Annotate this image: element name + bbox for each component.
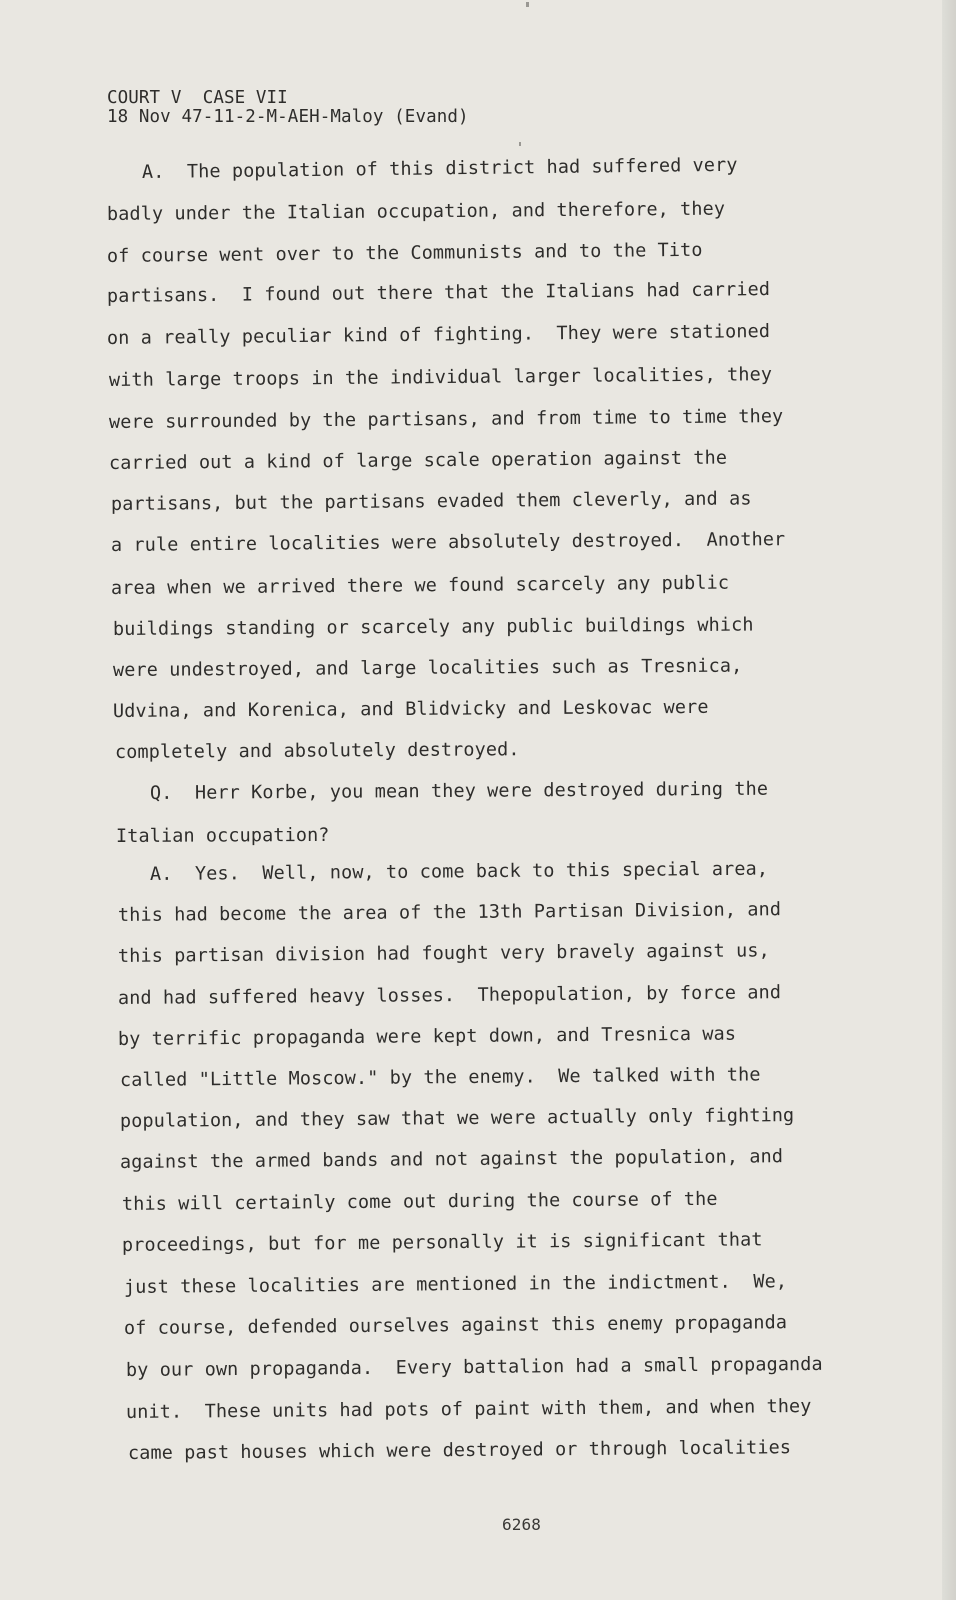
transcript-line: called "Little Moscow." by the enemy. We talked with the: [119, 1064, 761, 1091]
transcript-line: area when we arrived there we found scarcely any public: [110, 572, 730, 599]
transcript-line: Q. Herr Korbe, you mean they were destroyed during the: [149, 778, 769, 804]
transcript-line: partisans. I found out there that the Italians had carried: [106, 279, 771, 307]
transcript-line: were surrounded by the partisans, and from time to time they: [108, 406, 784, 433]
transcript-line: A. The population of this district had suffered very: [141, 154, 738, 183]
transcript-line: by terrific propaganda were kept down, and Tresnica was: [117, 1023, 737, 1050]
transcript-line: came past houses which were destroyed or through localities: [127, 1437, 792, 1464]
transcript-line: Udvina, and Korenica, and Blidvicky and Leskovac were: [112, 696, 709, 722]
case-header-line-2: 18 Nov 47-11-2-M-AEH-Maloy (Evand): [107, 107, 469, 127]
transcript-line: buildings standing or scarcely any public buildings which: [112, 614, 754, 640]
transcript-line: against the armed bands and not against the population, and: [119, 1146, 784, 1173]
transcript-line: and had suffered heavy losses. Thepopulation, by force and: [117, 982, 782, 1009]
transcript-line: by our own propaganda. Every battalion had a small propaganda: [125, 1353, 823, 1381]
case-header-line-1: COURT V CASE VII: [107, 88, 288, 108]
transcript-line: carried out a kind of large scale operation against the: [108, 447, 728, 474]
transcript-line: this partisan division had fought very bravely against us,: [117, 940, 770, 967]
transcript-line: just these localities are mentioned in the indictment. We,: [123, 1271, 788, 1298]
transcript-line: completely and absolutely destroyed.: [114, 739, 520, 763]
page-number: 6268: [502, 1515, 541, 1534]
transcript-line: proceedings, but for me personally it is significant that: [121, 1229, 763, 1256]
transcript-line: of course went over to the Communists and to the Tito: [106, 239, 703, 267]
transcript-line: were undestroyed, and large localities such as Tresnica,: [112, 655, 743, 681]
transcript-line: badly under the Italian occupation, and therefore, they: [106, 198, 726, 225]
transcript-line: this will certainly come out during the course of the: [121, 1188, 718, 1215]
transcript-line: population, and they saw that we were actually only fighting: [119, 1105, 795, 1132]
transcript-line: Italian occupation?: [115, 824, 330, 847]
transcript-line: with large troops in the individual larger localities, they: [108, 364, 773, 391]
transcript-line: A. Yes. Well, now, to come back to this special area,: [149, 858, 769, 885]
transcript-line: partisans, but the partisans evaded them cleverly, and as: [110, 488, 752, 515]
transcript-line: on a really peculiar kind of fighting. They were stationed: [106, 321, 771, 349]
transcript-line: unit. These units had pots of paint with them, and when they: [125, 1396, 812, 1423]
transcript-line: a rule entire localities were absolutely destroyed. Another: [110, 529, 786, 556]
transcript-line: this had become the area of the 13th Partisan Division, and: [117, 899, 782, 926]
transcript-line: of course, defended ourselves against this enemy propaganda: [123, 1312, 788, 1339]
